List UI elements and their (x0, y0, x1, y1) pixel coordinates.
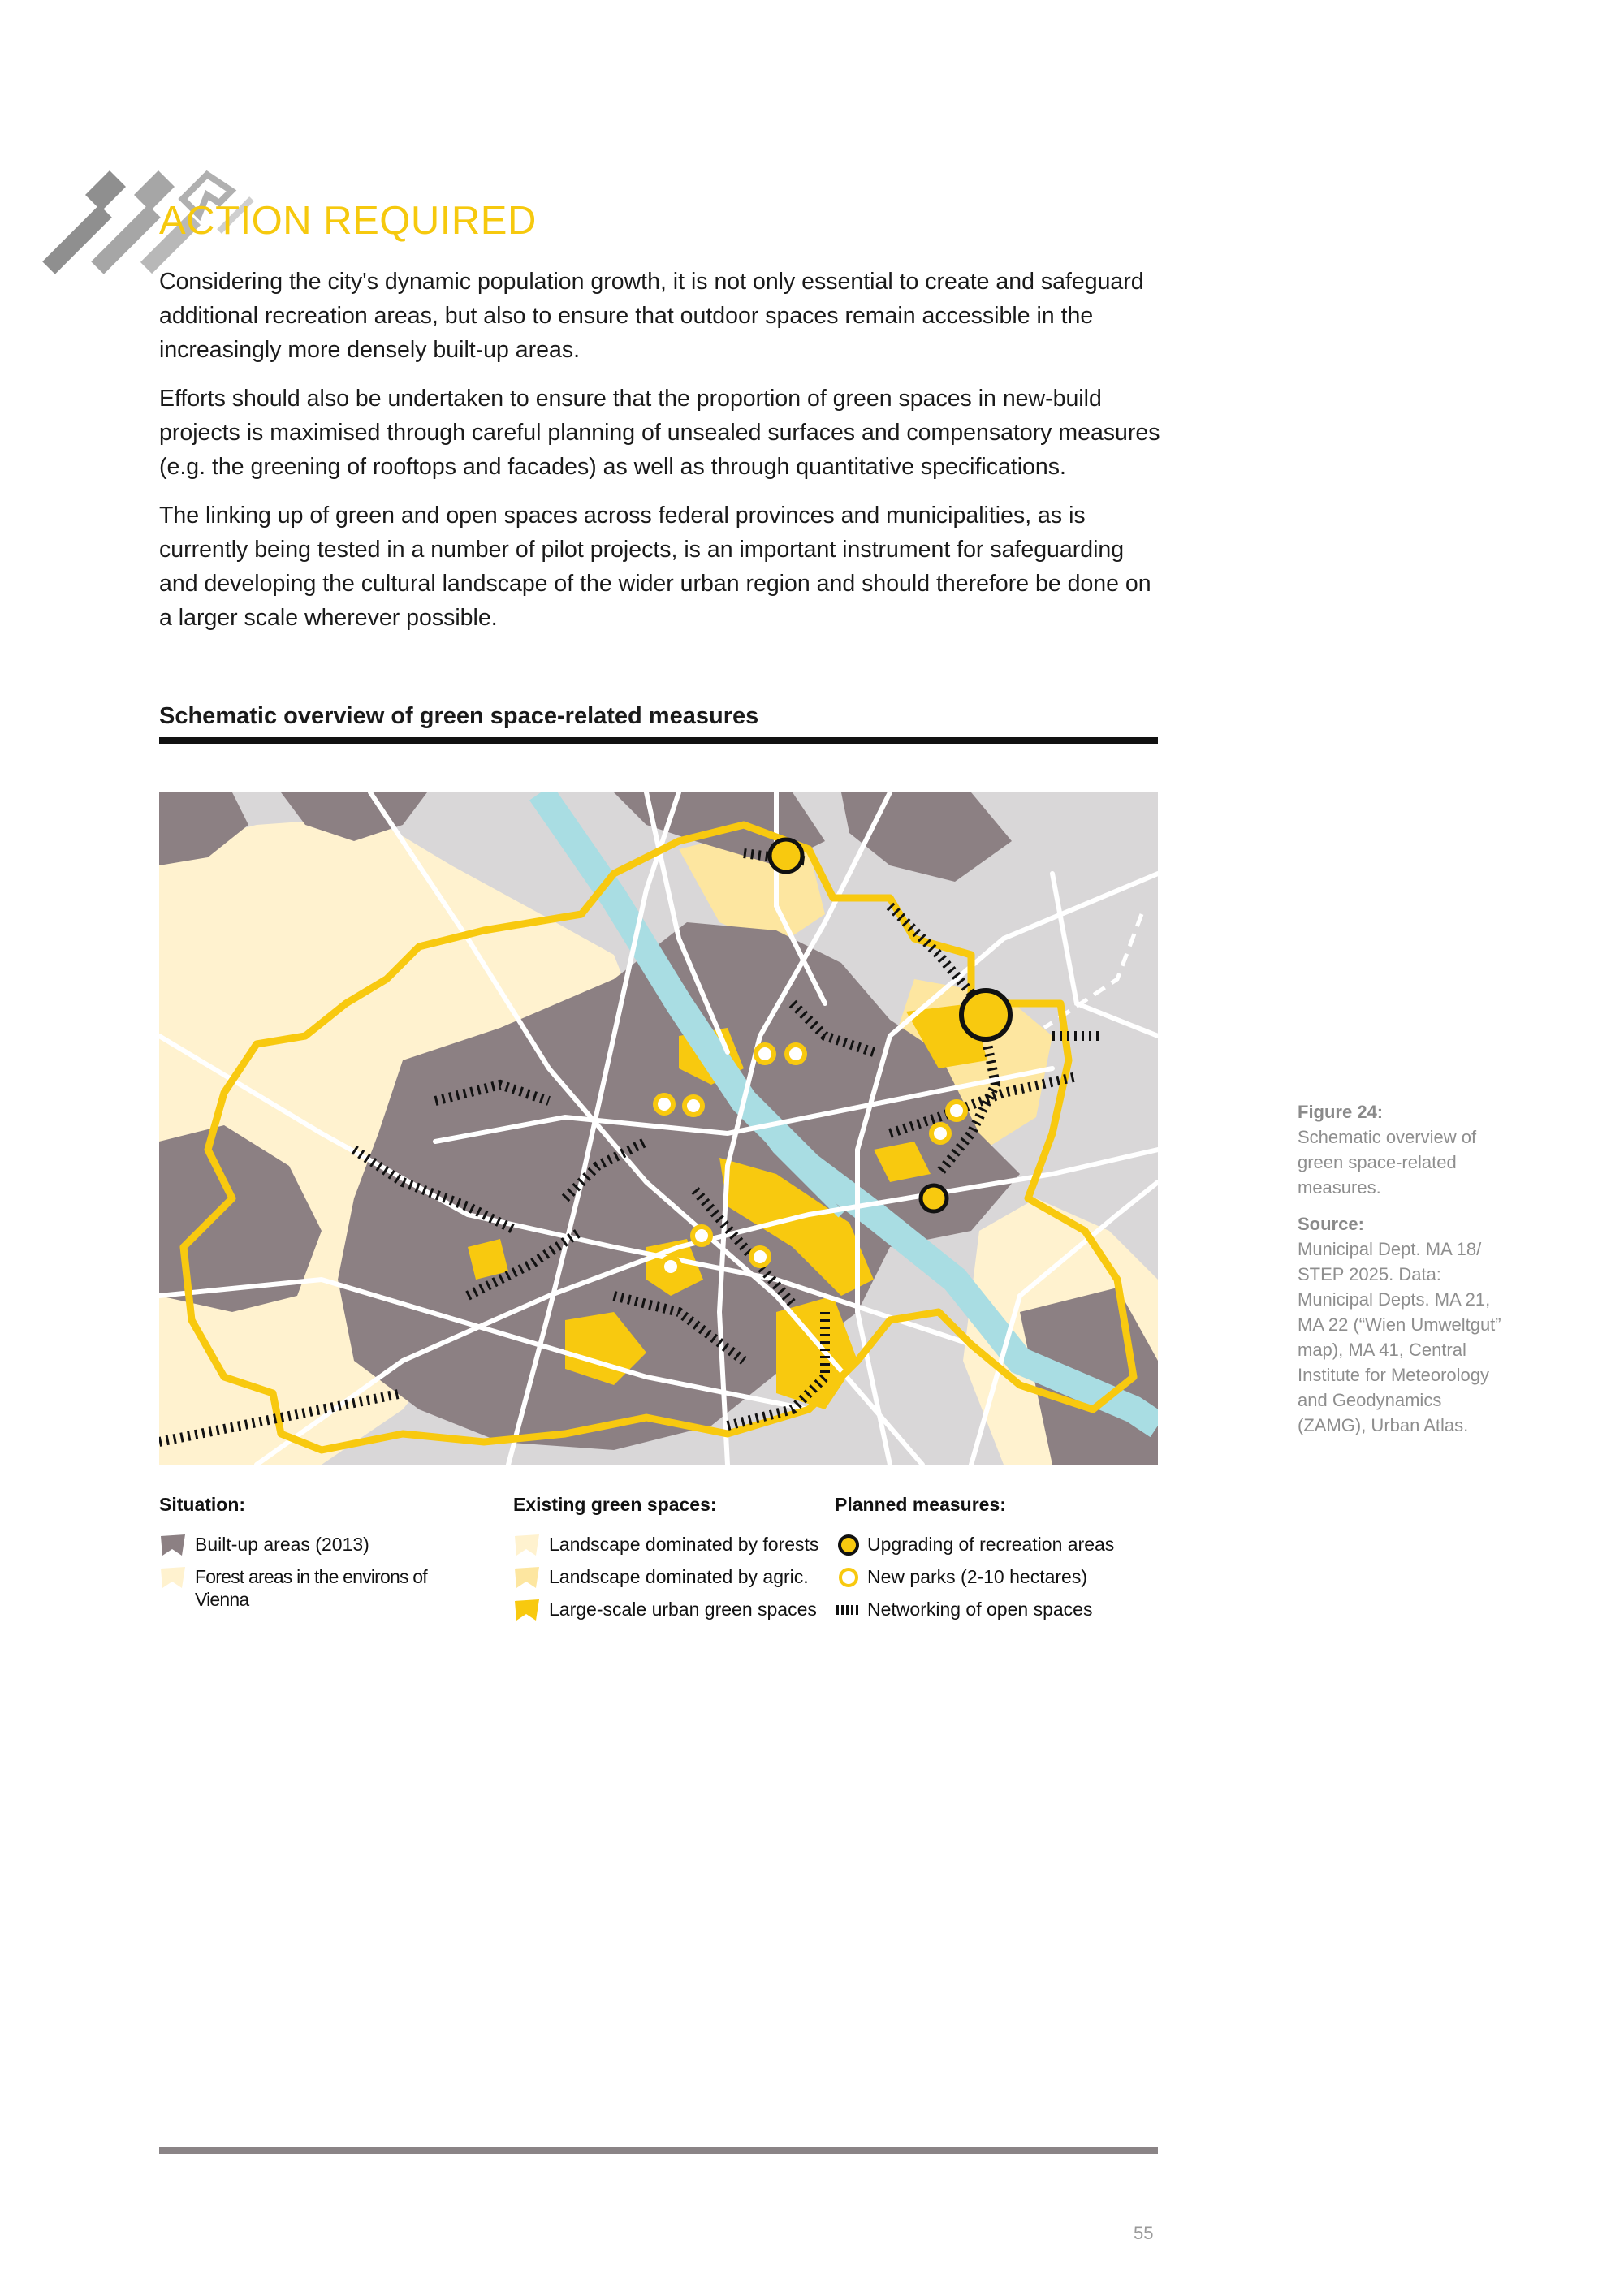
recreation-upgrade-north (770, 839, 802, 872)
legend-item-built-up: Built-up areas (2013) (195, 1534, 369, 1555)
page-number: 55 (1134, 2223, 1154, 2243)
footer-rule (159, 2147, 1158, 2154)
figure-caption (1298, 1099, 1509, 1449)
recreation-upgrade-east (961, 990, 1010, 1039)
new-park (685, 1097, 702, 1115)
new-park-icon (836, 1565, 861, 1590)
caption-text: Schematic overview of green space-related measures. (1298, 1127, 1477, 1198)
legend-heading-existing: Existing green spaces: (513, 1494, 717, 1515)
new-park (787, 1045, 805, 1063)
new-park (751, 1248, 769, 1266)
new-park (931, 1124, 949, 1142)
new-park (756, 1045, 774, 1063)
section-title: ACTION REQUIRED (159, 199, 537, 243)
urban-green-swatch-icon (513, 1596, 541, 1624)
networking-hatch-icon (835, 1601, 862, 1619)
new-park (693, 1227, 710, 1245)
legend-heading-planned: Planned measures: (835, 1494, 1006, 1515)
recreation-upgrade-southeast (921, 1185, 947, 1211)
figure-title-rule (159, 737, 1158, 744)
paragraph-1: Considering the city's dynamic population growth, it is not only essential to create and safeguard additional recreation areas, but also to ensure that outdoor spaces remain accessible in the increasingly more densely built-up areas. (159, 269, 1144, 363)
recreation-upgrade-icon (836, 1533, 861, 1557)
new-park (655, 1095, 673, 1113)
legend-heading-situation: Situation: (159, 1494, 246, 1515)
legend-item-recreation-upgrade: Upgrading of recreation areas (867, 1534, 1115, 1555)
new-park (662, 1258, 680, 1275)
agric-landscape-swatch-icon (513, 1564, 541, 1591)
legend-item-forest-environs: Forest areas in the environs of Vienna (195, 1566, 427, 1610)
legend-item-forest-landscape: Landscape dominated by forests (549, 1534, 819, 1555)
forest-landscape-swatch-icon (513, 1531, 541, 1559)
source-label: Source: (1298, 1214, 1364, 1234)
legend-item-agric-landscape: Landscape dominated by agric. (549, 1566, 809, 1587)
paragraph-2: Efforts should also be undertaken to ensure that the proportion of green spaces in new-build projects is maximised through careful planning of unsealed surfaces and compensatory measures (e.g. the greening of rooftops and facades) as well as through quantitative specifications. (159, 386, 1160, 480)
legend-item-networking: Networking of open spaces (867, 1599, 1093, 1620)
source-text: Municipal Dept. MA 18/ STEP 2025. Data: Municipal Depts. MA 21, MA 22 (“Wien Umweltgut” map), MA 41, Central Institute for Meteorology and Geodynamics (ZAMG), Urban Atlas. (1298, 1239, 1501, 1435)
caption-label: Figure 24: (1298, 1102, 1384, 1122)
forest-environs-swatch-icon (159, 1564, 187, 1591)
paragraph-3: The linking up of green and open spaces across federal provinces and municipalities, as is currently being tested in a number of pilot projects, is an important instrument for safeguarding and developing the cultural landscape of the wider urban region and should therefore be done on a larger scale wherever possible. (159, 503, 1151, 631)
built-up-swatch-icon (159, 1531, 187, 1559)
legend-item-new-parks: New parks (2-10 hectares) (867, 1566, 1087, 1587)
green-space-map (159, 792, 1158, 1465)
figure-title: Schematic overview of green space-related measures (159, 703, 759, 729)
new-park (948, 1102, 965, 1120)
legend-item-urban-green: Large-scale urban green spaces (549, 1599, 817, 1620)
